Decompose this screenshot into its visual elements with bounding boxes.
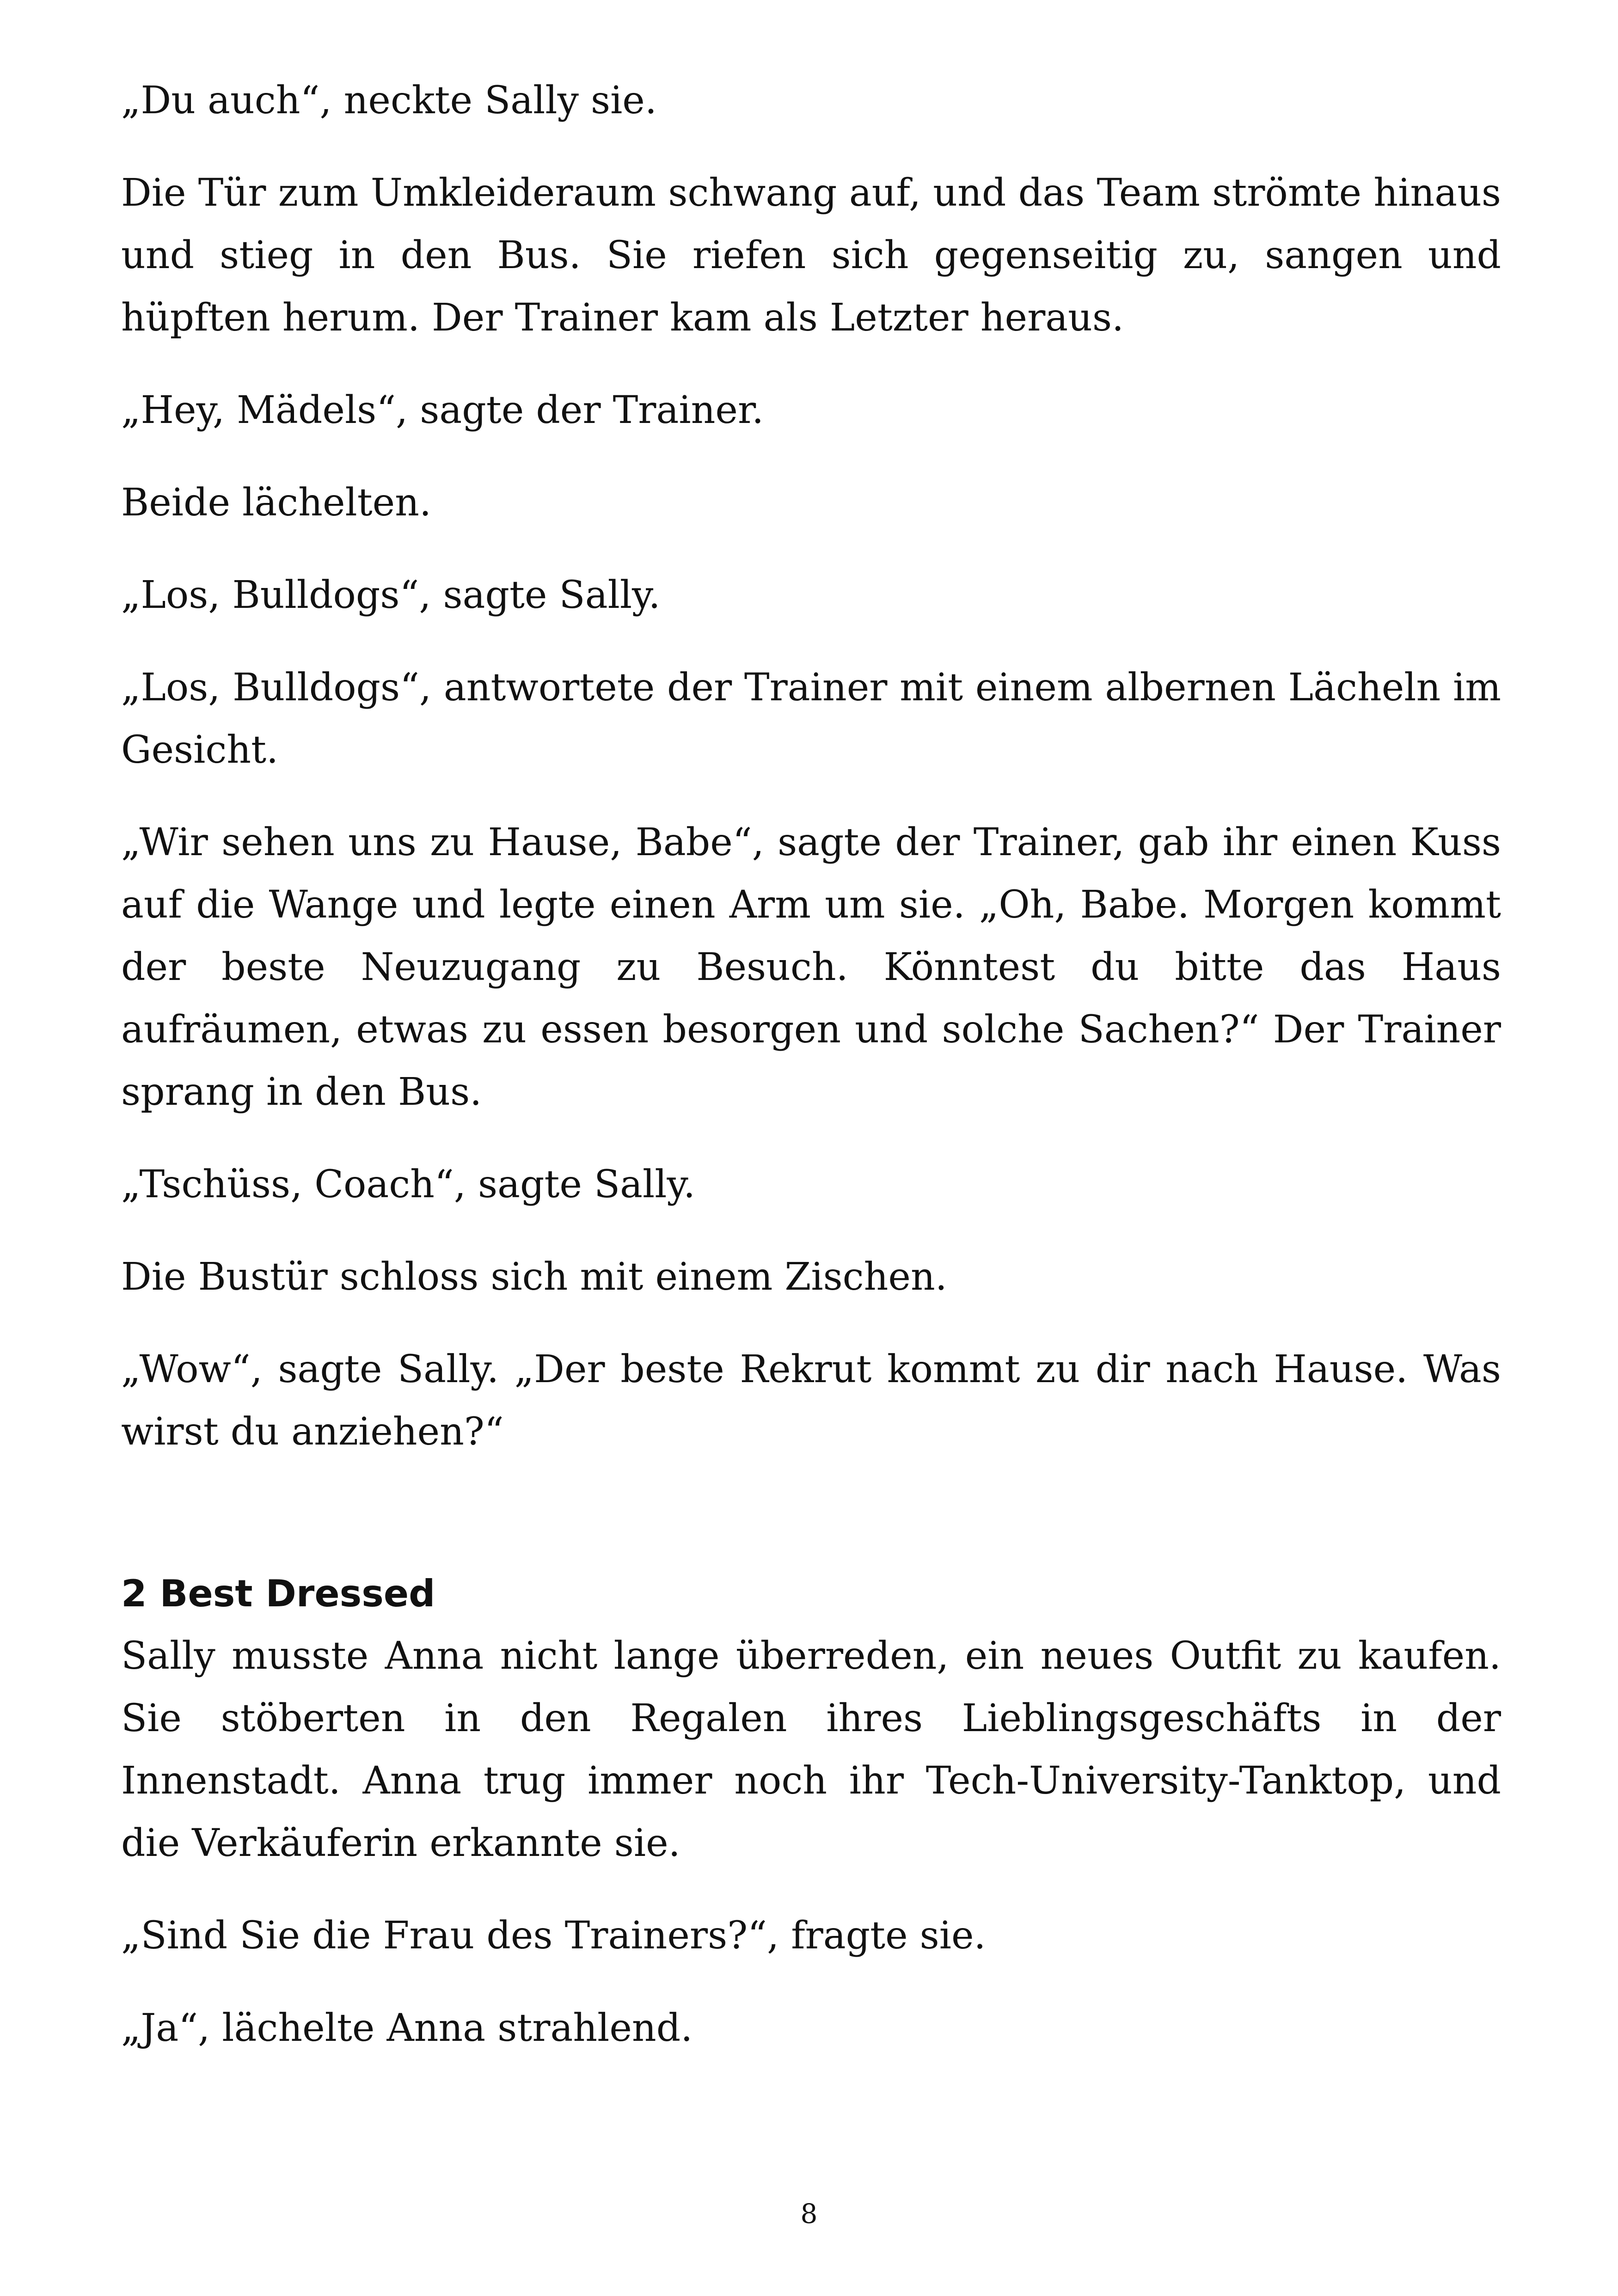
paragraph: „Hey, Mädels“, sagte der Trainer. (121, 388, 764, 432)
paragraph: „Ja“, lächelte Anna strahlend. (121, 2006, 693, 2050)
paragraph: „Wow“, sagte Sally. „Der beste Rekrut kommt zu dir nach Hause. Was wirst du anziehen?“ (121, 1347, 1501, 1454)
paragraph: „Wir sehen uns zu Hause, Babe“, sagte der Trainer, gab ihr einen Kuss auf die Wange und legte einen Arm um sie. „Oh, Babe. Morgen kommt der beste Neuzugang zu Besuch. Könntest du bitte das Haus aufräumen, etwas zu essen besorgen und solche Sachen?“ Der Trainer sprang in den Bus. (121, 820, 1501, 1114)
paragraph: Die Bustür schloss sich mit einem Zischen. (121, 1255, 947, 1299)
chapter-heading: 2 Best Dressed (121, 1572, 435, 1615)
paragraph: „Sind Sie die Frau des Trainers?“, fragte sie. (121, 1914, 986, 1958)
paragraph: „Du auch“, neckte Sally sie. (121, 79, 657, 122)
paragraph: „Los, Bulldogs“, antwortete der Trainer mit einem albernen Lächeln im Gesicht. (121, 666, 1501, 772)
page-number: 8 (800, 2198, 818, 2229)
paragraph: Sally musste Anna nicht lange überreden, ein neues Outfit zu kaufen. Sie stöberten in den Regalen ihres Lieblingsgeschäfts in der Innenstadt. Anna trug immer noch ihr Tech-University-Tanktop, und die Verkäuferin erkannte sie. (121, 1634, 1501, 1865)
paragraph: Die Tür zum Umkleideraum schwang auf, und das Team strömte hinaus und stieg in den Bus. Sie riefen sich gegenseitig zu, sangen und hüpften herum. Der Trainer kam als Letzter heraus. (121, 171, 1501, 340)
document-page (121, 69, 1501, 2089)
paragraph: Beide lächelten. (121, 481, 432, 525)
paragraph: „Tschüss, Coach“, sagte Sally. (121, 1163, 696, 1206)
paragraph: „Los, Bulldogs“, sagte Sally. (121, 573, 661, 617)
